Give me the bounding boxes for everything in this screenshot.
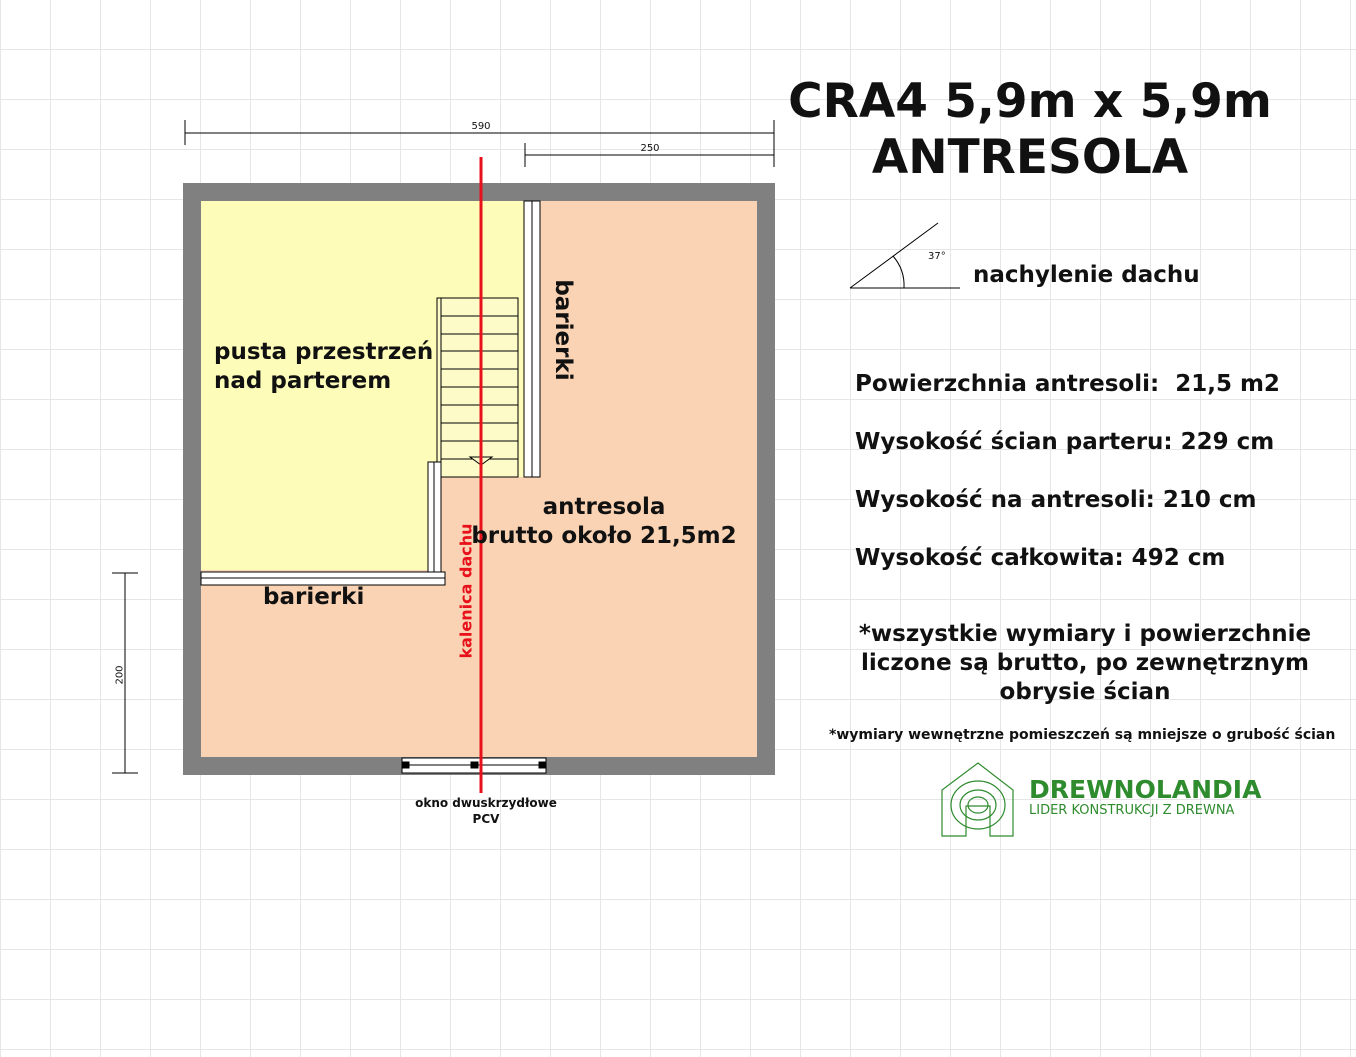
title-line2: ANTRESOLA bbox=[871, 130, 1189, 185]
mezzanine-line1: antresola bbox=[542, 494, 666, 520]
logo-name: DREWNOLANDIA bbox=[1029, 775, 1262, 804]
barriers-horizontal-label: barierki bbox=[263, 584, 365, 610]
gross-note-line3: obrysie ścian bbox=[999, 679, 1171, 705]
gross-note-line2: liczone są brutto, po zewnętrznym bbox=[860, 650, 1310, 676]
internal-note: *wymiary wewnętrzne pomieszczeń są mniejsze o grubość ścian bbox=[829, 727, 1336, 743]
specs-list bbox=[855, 355, 1280, 587]
spec-mezzanine-height: Wysokość na antresoli: 210 cm bbox=[855, 487, 1257, 513]
gross-note bbox=[859, 620, 1311, 707]
empty-space-label bbox=[214, 338, 433, 396]
logo-house-icon bbox=[942, 763, 1013, 836]
spec-area: Powierzchnia antresoli: 21,5 m2 bbox=[855, 371, 1280, 397]
dimension-590-label: 590 bbox=[471, 121, 491, 132]
window-line2: PCV bbox=[472, 812, 500, 826]
mezzanine-label bbox=[471, 493, 736, 551]
empty-space-line2: nad parterem bbox=[214, 368, 392, 394]
empty-space-line1: pusta przestrzeń bbox=[214, 339, 434, 365]
ridge-label: kalenica dachu bbox=[456, 523, 476, 659]
gross-note-line1: *wszystkie wymiary i powierzchnie bbox=[858, 621, 1312, 647]
stairs bbox=[437, 298, 518, 477]
barriers-vertical-label: barierki bbox=[550, 279, 576, 381]
page-title bbox=[788, 74, 1272, 186]
mezzanine-line2: brutto około 21,5m2 bbox=[471, 523, 737, 549]
title-line1: CRA4 5,9m x 5,9m bbox=[788, 74, 1272, 129]
spec-total-height: Wysokość całkowita: 492 cm bbox=[855, 545, 1226, 571]
dimension-200-label: 200 bbox=[114, 665, 126, 685]
window bbox=[402, 758, 546, 773]
spec-ground-wall-height: Wysokość ścian parteru: 229 cm bbox=[855, 429, 1275, 455]
window-line1: okno dwuskrzydłowe bbox=[415, 796, 557, 810]
dimension-250-label: 250 bbox=[640, 143, 660, 154]
logo-tagline: LIDER KONSTRUKCJI Z DREWNA bbox=[1029, 803, 1235, 818]
window-label bbox=[415, 795, 557, 827]
roof-pitch-label: nachylenie dachu bbox=[973, 262, 1200, 288]
roof-angle-value: 37° bbox=[928, 251, 946, 262]
